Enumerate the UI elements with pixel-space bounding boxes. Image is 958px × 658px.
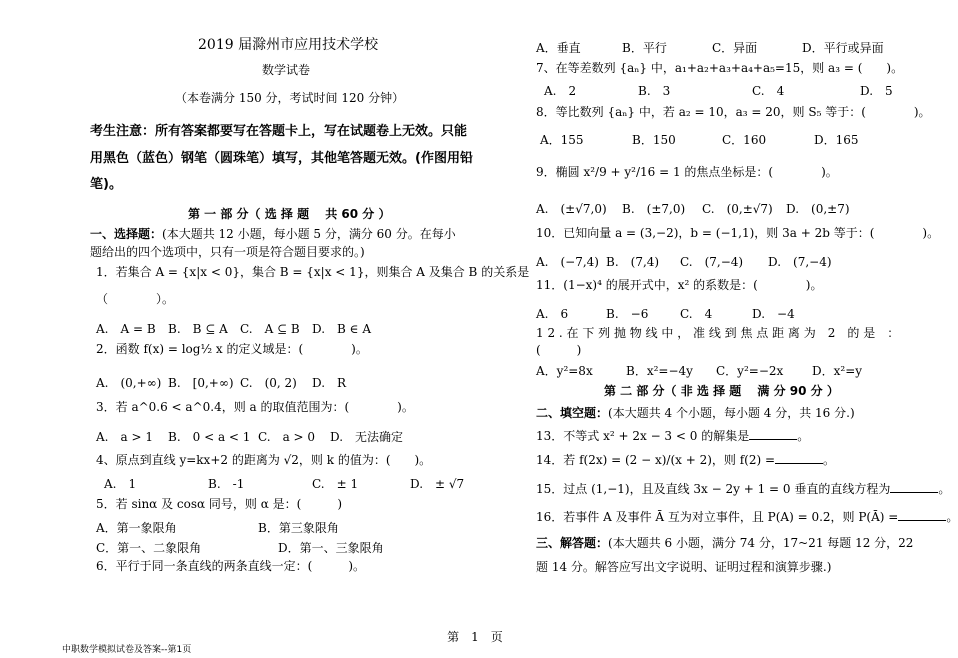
q15-stem: 15．过点 (1,−1)，且及直线 3x − 2y + 1 = 0 垂直的直线方程为 <box>536 482 891 496</box>
q11-option-a[interactable]: A. 6 <box>536 307 569 321</box>
q2-option-c[interactable]: C. (0, 2) <box>240 376 297 390</box>
q15-answer-blank[interactable] <box>890 481 938 493</box>
q14-line: 14．若 f(2x) = (2 − x)/(x + 2)，则 f(2) = 。 <box>536 453 836 467</box>
q2-option-d[interactable]: D. R <box>312 376 347 390</box>
q12-option-a[interactable]: A．y²=8x <box>536 364 593 378</box>
q4-option-a[interactable]: A. 1 <box>104 477 137 491</box>
q4-option-c[interactable]: C. ± 1 <box>312 477 359 491</box>
section2-label: 二、填空题： <box>536 406 609 420</box>
section2-desc: (本大题共 4 个小题，每小题 4 分，共 16 分.) <box>608 406 855 420</box>
q9-option-c[interactable]: C. (0,±√7) <box>702 202 773 216</box>
section1-intro <box>90 226 456 242</box>
q13-line: 13．不等式 x² + 2x − 3 < 0 的解集是 。 <box>536 429 810 443</box>
q1-option-c[interactable]: C. A ⊆ B <box>240 322 300 336</box>
q10-option-c[interactable]: C. (7,−4) <box>680 255 744 269</box>
q4-option-d[interactable]: D. ± √7 <box>410 477 465 491</box>
q12-option-d[interactable]: D．x²=y <box>812 364 863 378</box>
notice-line-2: 用黑色（蓝色）钢笔（圆珠笔）填写，其他笔答题无效。(作图用铅 <box>90 151 473 166</box>
q12-option-b[interactable]: B．x²=−4y <box>626 364 693 378</box>
q9-option-a[interactable]: A. (±√7,0) <box>536 202 607 216</box>
q6-option-c[interactable]: C．异面 <box>712 41 758 55</box>
q6-option-a[interactable]: A．垂直 <box>536 41 581 55</box>
page-footnote: 中职数学模拟试卷及答案--第1页 <box>62 645 192 655</box>
section2-intro <box>536 405 855 421</box>
q5-option-d[interactable]: D．第一、三象限角 <box>278 541 384 555</box>
q9-stem: 9．椭圆 x²/9 + y²/16 = 1 的焦点坐标是：( )。 <box>536 165 838 179</box>
q1-stem: 1．若集合 A = {x|x < 0}，集合 B = {x|x < 1}，则集合 A 及集合 B 的关系是 <box>96 265 530 279</box>
exam-info: （本卷满分 150 分，考试时间 120 分钟） <box>175 91 405 105</box>
q9-option-d[interactable]: D. (0,±7) <box>786 202 850 216</box>
section3-desc-2: 题 14 分。解答应写出文字说明、证明过程和演算步骤.) <box>536 560 832 574</box>
q3-option-b[interactable]: B. 0 < a < 1 <box>168 430 251 444</box>
q10-option-a[interactable]: A. (−7,4) <box>536 255 599 269</box>
exam-subtitle: 数学试卷 <box>262 63 311 77</box>
exam-title: 2019 届滁州市应用技术学校 <box>198 37 379 53</box>
section1-label: 一、选择题： <box>90 227 163 241</box>
page-number: 第 1 页 <box>447 630 503 644</box>
q13-answer-blank[interactable] <box>749 428 797 440</box>
section1-desc-2: 题给出的四个选项中，只有一项是符合题目要求的。) <box>90 245 365 259</box>
q1-option-a[interactable]: A. A = B <box>96 322 156 336</box>
q8-option-a[interactable]: A．155 <box>540 133 584 147</box>
q2-option-a[interactable]: A. (0,+∞) <box>96 376 162 390</box>
section3-desc: (本大题共 6 小题，满分 74 分，17~21 每题 12 分，22 <box>608 536 914 550</box>
q1-option-d[interactable]: D. B ∈ A <box>312 322 372 336</box>
q16-answer-blank[interactable] <box>898 509 946 521</box>
q10-stem: 10．已知向量 a = (3,−2)，b = (−1,1)，则 3a + 2b 等于：( )。 <box>536 226 940 240</box>
q8-option-d[interactable]: D．165 <box>814 133 859 147</box>
q10-option-d[interactable]: D. (7,−4) <box>768 255 832 269</box>
q13-stem: 13．不等式 x² + 2x − 3 < 0 的解集是 <box>536 429 750 443</box>
q5-option-b[interactable]: B．第三象限角 <box>258 521 339 535</box>
q11-option-c[interactable]: C. 4 <box>680 307 713 321</box>
part2-heading: 第 二 部 分（ 非 选 择 题 满 分 90 分 ） <box>604 384 839 398</box>
section3-intro <box>536 535 913 551</box>
q15-line: 15．过点 (1,−1)，且及直线 3x − 2y + 1 = 0 垂直的直线方程为 。 <box>536 482 951 496</box>
q5-option-a[interactable]: A．第一象限角 <box>96 521 177 535</box>
q11-option-d[interactable]: D. −4 <box>752 307 795 321</box>
q9-option-b[interactable]: B. (±7,0) <box>622 202 686 216</box>
q6-option-d[interactable]: D．平行或异面 <box>802 41 884 55</box>
q8-option-b[interactable]: B．150 <box>632 133 676 147</box>
notice-line-1: 考生注意：所有答案都要写在答题卡上，写在试题卷上无效。只能 <box>90 124 468 139</box>
q5-stem: 5．若 sinα 及 cosα 同号，则 α 是：( ) <box>96 497 343 511</box>
q4-stem: 4、原点到直线 y=kx+2 的距离为 √2，则 k 的值为：( )。 <box>96 453 432 467</box>
q16-stem: 16．若事件 A 及事件 Ā 互为对立事件，且 P(A) = 0.2，则 P(Ā) = <box>536 510 899 524</box>
q8-stem: 8．等比数列 {aₙ} 中，若 a₂ = 10，a₃ = 20，则 S₅ 等于：( )。 <box>536 105 931 119</box>
section1-desc: (本大题共 12 小题，每小题 5 分，满分 60 分。在每小 <box>162 227 456 241</box>
q2-stem: 2．函数 f(x) = log½ x 的定义域是：( )。 <box>96 342 368 356</box>
q12-stem-2: ( ) <box>536 343 582 357</box>
q7-option-c[interactable]: C. 4 <box>752 84 785 98</box>
q3-option-c[interactable]: C. a > 0 <box>258 430 316 444</box>
notice-line-3: 笔)。 <box>90 177 122 192</box>
q3-stem: 3．若 a^0.6 < a^0.4，则 a 的取值范围为：( )。 <box>96 400 414 414</box>
q10-option-b[interactable]: B. (7,4) <box>606 255 660 269</box>
q12-option-c[interactable]: C．y²=−2x <box>716 364 784 378</box>
q16-line: 16．若事件 A 及事件 Ā 互为对立事件，且 P(A) = 0.2，则 P(Ā) = 。 <box>536 510 958 524</box>
q14-stem: 14．若 f(2x) = (2 − x)/(x + 2)，则 f(2) = <box>536 453 776 467</box>
q12-stem: 1 2 . 在 下 列 抛 物 线 中 ， 准 线 到 焦 点 距 离 为 2 的 是 ： <box>536 326 900 340</box>
q6-option-b[interactable]: B．平行 <box>622 41 667 55</box>
q8-option-c[interactable]: C．160 <box>722 133 767 147</box>
q1-option-b[interactable]: B. B ⊆ A <box>168 322 228 336</box>
section3-label: 三、解答题： <box>536 536 609 550</box>
q6-stem: 6．平行于同一条直线的两条直线一定：( )。 <box>96 559 365 573</box>
q1-stem-2: （ ）。 <box>96 292 175 306</box>
q14-answer-blank[interactable] <box>775 452 823 464</box>
q3-option-d[interactable]: D. 无法确定 <box>330 430 404 444</box>
q2-option-b[interactable]: B. [0,+∞) <box>168 376 234 390</box>
q4-option-b[interactable]: B. -1 <box>208 477 245 491</box>
part1-heading: 第 一 部 分（ 选 择 题 共 60 分 ） <box>188 207 391 221</box>
q7-stem: 7、在等差数列 {aₙ} 中，a₁+a₂+a₃+a₄+a₅=15，则 a₃ = ( )。 <box>536 61 904 75</box>
q3-option-a[interactable]: A. a > 1 <box>96 430 153 444</box>
q7-option-b[interactable]: B. 3 <box>638 84 671 98</box>
q11-stem: 11．(1−x)⁴ 的展开式中，x² 的系数是：( )。 <box>536 278 823 292</box>
q5-option-c[interactable]: C．第一、二象限角 <box>96 541 202 555</box>
q7-option-a[interactable]: A. 2 <box>544 84 577 98</box>
q7-option-d[interactable]: D. 5 <box>860 84 893 98</box>
q11-option-b[interactable]: B. −6 <box>606 307 649 321</box>
